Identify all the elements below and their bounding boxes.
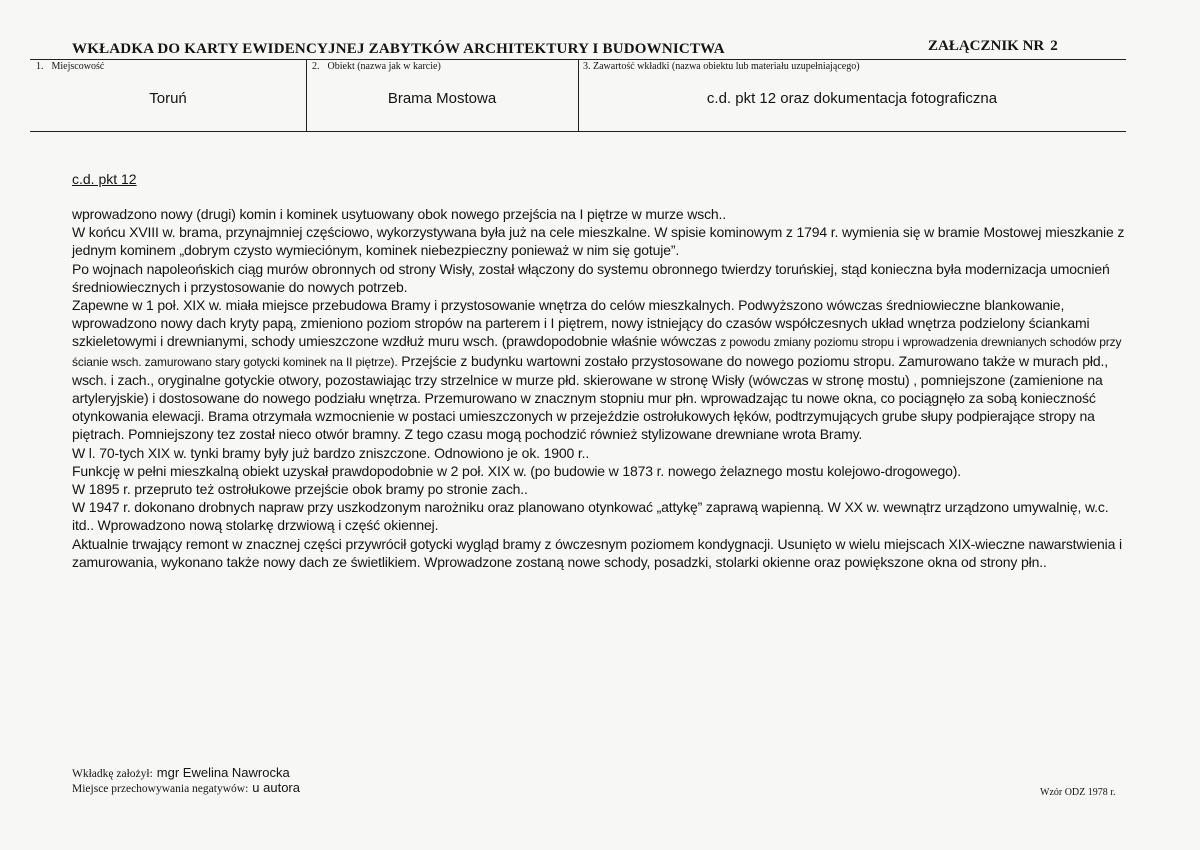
field-value-locality: Toruń: [149, 90, 187, 107]
negatives-label: Miejsce przechowywania negatywów:: [72, 783, 249, 795]
paragraph-small-text: z powodu zmiany poziomu stropu i wprowadzenia drewnianych schodów przy ścianie wsch. zamurowano stary gotycki kominek na II piętrze).: [72, 335, 1122, 369]
author-label: Wkładkę założył:: [72, 768, 153, 780]
field-label-object: [312, 61, 441, 72]
field-label-text: 3. Zawartość wkładki (nazwa obiektu lub materiału uzupełniającego): [583, 61, 860, 72]
document-title: WKŁADKA DO KARTY EWIDENCYJNEJ ZABYTKÓW ARCHITEKTURY I BUDOWNICTWA: [72, 41, 725, 57]
paragraph: W 1895 r. przepruto też ostrołukowe przejście obok bramy po stronie zach..: [72, 481, 528, 498]
negatives-value: u autora: [252, 780, 300, 795]
attachment-label: ZAŁĄCZNIK NR: [928, 38, 1045, 54]
author-value: mgr Ewelina Nawrocka: [156, 765, 290, 780]
field-number: 1.: [36, 61, 44, 72]
section-title: c.d. pkt 12: [72, 171, 137, 187]
field-value-content: c.d. pkt 12 oraz dokumentacja fotograficzna: [706, 90, 998, 107]
field-label-locality: [36, 61, 104, 72]
field-number: 2.: [312, 61, 320, 72]
paragraph: W 1947 r. dokonano drobnych napraw przy uszkodzonym narożniku oraz planowano otynkować „attykę” zaprawą wapienną. W XX w. wewnątrz urządzono umywalnię, w.c. itd.. Wprowadzono nową stolarkę drzwiową i część okiennej.: [72, 499, 1109, 534]
paragraph: Po wojnach napoleońskich ciąg murów obronnych od strony Wisły, został włączony do systemu obronnego twierdzy toruńskiej, stąd konieczna była modernizacja umocnień średniowiecznych i przystosowanie do nowych potrzeb.: [72, 260, 1110, 295]
paragraph: Funkcję w pełni mieszkalną obiekt uzyskał prawdopodobnie w 2 poł. XIX w. (po budowie w 1873 r. nowego żelaznego mostu kolejowo-drogowego).: [72, 462, 962, 479]
attachment-number: [928, 38, 1058, 55]
field-label-text: Obiekt (nazwa jak w karcie): [327, 61, 441, 72]
author-line: [72, 765, 290, 780]
negatives-line: [72, 780, 300, 795]
paragraph: W końcu XVIII w. brama, przynajmniej częściowo, wykorzystywana była już na cele mieszkalne. W spisie kominowym z 1794 r. wymienia się w bramie Mostowej mieszkanie z jednym kominem „dobrym czysto wymieciónym, kominek niebezpieczny ponieważ w nim się gotuje”.: [72, 224, 1125, 259]
form-code: Wzór ODZ 1978 r.: [1040, 787, 1116, 798]
paragraph: W l. 70-tych XIX w. tynki bramy były już bardzo zniszczone. Odnowiono je ok. 1900 r..: [72, 444, 590, 461]
paragraph: Aktualnie trwający remont w znacznej części przywrócił gotycki wygląd bramy z ówczesnym poziomem kondygnacji. Usunięto w wielu miejscach XIX-wieczne nawarstwienia i zamurowania, wykonano także nowy dach ze świetlikiem. Wprowadzone zostaną nowe schody, posadzki, stolarki okienne oraz powiększone okna od strony płn..: [72, 535, 1122, 570]
body-text: [72, 205, 1132, 571]
paragraph-text: Przejście z budynku wartowni zostało przystosowane do nowego poziomu stropu. Zamurowano także w murach płd., wsch. i zach., oryginalne gotyckie otwory, pozostawiając trzy strzelnice w murze płd. skierowane w stronę Wisły (wówczas w stronę mostu) , pomniejszone (zamienione na artyleryjskie) i dostosowane do nowego podziału wnętrza. Przemurowano w znacznym stopniu mur płn. wprowadzając tu nowe okna, co pociągnęło za sobą konieczność otynkowania elewacji. Brama otrzymała wzmocnienie w postaci umieszczonych w przejeździe ostrołukowych łęków, podtrzymujących grube słupy podpierające stropy na piętrach. Pomniejszony tez został nieco otwór bramny. Z tego czasu mogą pochodzić również stylizowane drewniane wrota Bramy.: [72, 352, 1108, 443]
paragraph: wprowadzono nowy (drugi) komin i kominek usytuowany obok nowego przejścia na I piętrze w murze wsch..: [72, 206, 727, 222]
paragraph-text: Zapewne w 1 poł. XIX w. miała miejsce przebudowa Bramy i przystosowanie wnętrza do celów mieszkalnych. Podwyższono wówczas średniowieczne blankowanie, wprowadzono nowy dach kryty papą, zmieniono poziom stropów na parterem i I piętrem, nowy istniejący do czasów współczesnych układ wnętrza podzielony ściankami szkieletowymi i drewnianymi, schody umieszczone wzdłuż muru wsch. (prawdopodobnie właśnie wówczas: [72, 297, 1090, 350]
attachment-number-value: 2: [1050, 38, 1058, 54]
paragraph: [72, 296, 1132, 444]
field-label-content: [583, 61, 860, 72]
field-label-text: Miejscowość: [51, 61, 105, 72]
field-value-object: Brama Mostowa: [387, 90, 497, 107]
